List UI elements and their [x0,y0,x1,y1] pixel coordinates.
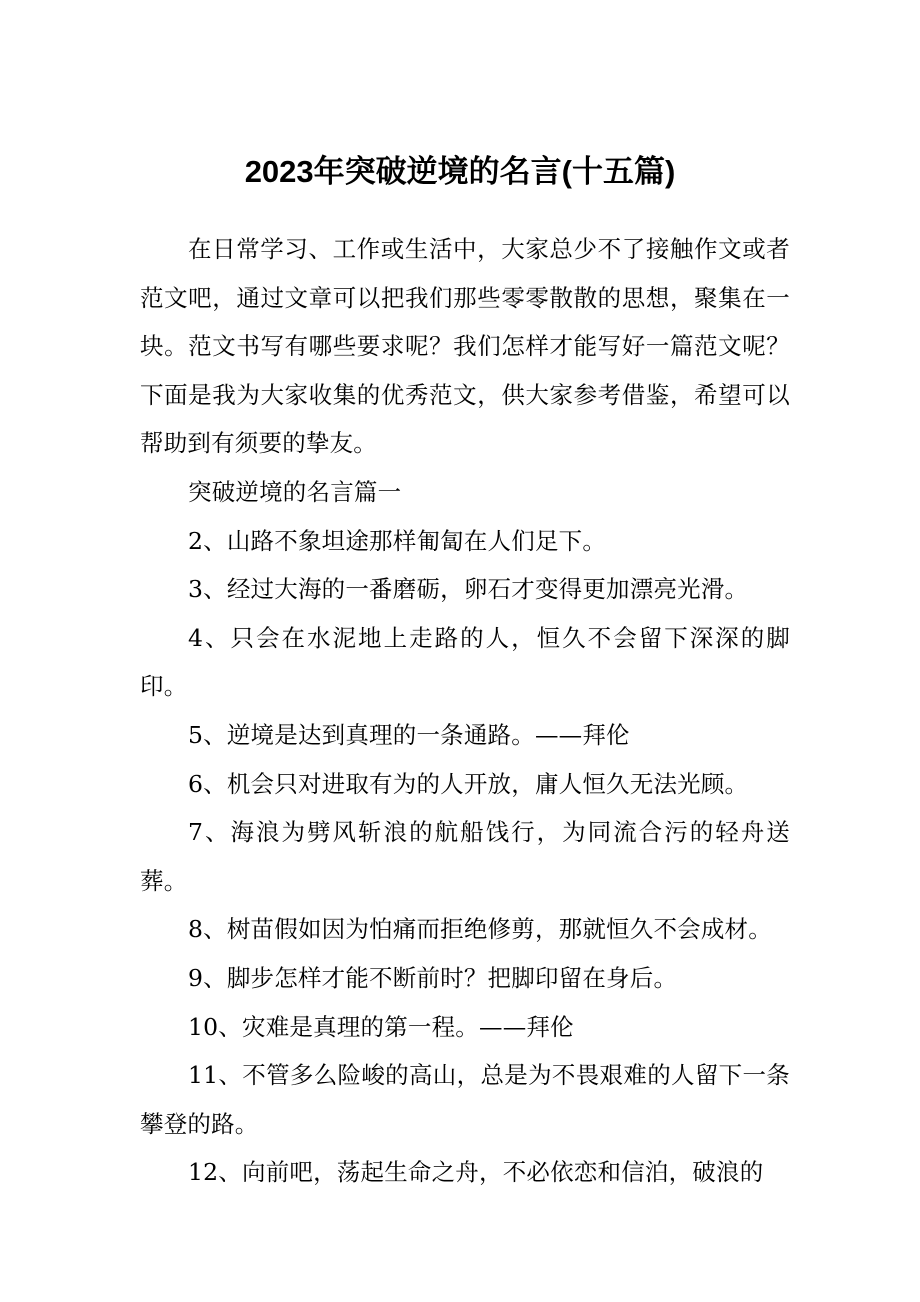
quote-item: 4、只会在水泥地上走路的人，恒久不会留下深深的脚印。 [140,623,790,701]
quote-item: 11、不管多么险峻的高山，总是为不畏艰难的人留下一条攀登的路。 [140,1061,790,1138]
quote-item: 10、灾难是真理的第一程。——拜伦 [188,1012,574,1041]
section-heading: 突破逆境的名言篇一 [188,477,402,506]
intro-paragraph: 在日常学习、工作或生活中，大家总少不了接触作文或者范文吧，通过文章可以把我们那些零零散散的思想，聚集在一块。范文书写有哪些要求呢？我们怎样才能写好一篇范文呢？下面是我为大家收集的优秀范文，供大家参考借鉴，希望可以帮助到有须要的挚友。 [140,235,790,458]
quote-item: 9、脚步怎样才能不断前时？把脚印留在身后。 [188,963,678,992]
quote-item: 6、机会只对进取有为的人开放，庸人恒久无法光顾。 [188,769,749,798]
quote-item: 3、经过大海的一番磨砺，卵石才变得更加漂亮光滑。 [188,575,749,604]
quote-item: 5、逆境是达到真理的一条通路。——拜伦 [188,720,630,749]
quote-item: 7、海浪为劈风斩浪的航船饯行，为同流合污的轻舟送葬。 [140,818,790,895]
quote-item: 2、山路不象坦途那样匍匐在人们足下。 [188,526,607,555]
document-title: 2023年突破逆境的名言(十五篇) [244,154,676,189]
document-body [140,225,790,1197]
quote-item: 8、树苗假如因为怕痛而拒绝修剪，那就恒久不会成材。 [188,915,772,944]
quote-item: 12、向前吧，荡起生命之舟，不必依恋和信泊，破浪的 [188,1158,764,1187]
